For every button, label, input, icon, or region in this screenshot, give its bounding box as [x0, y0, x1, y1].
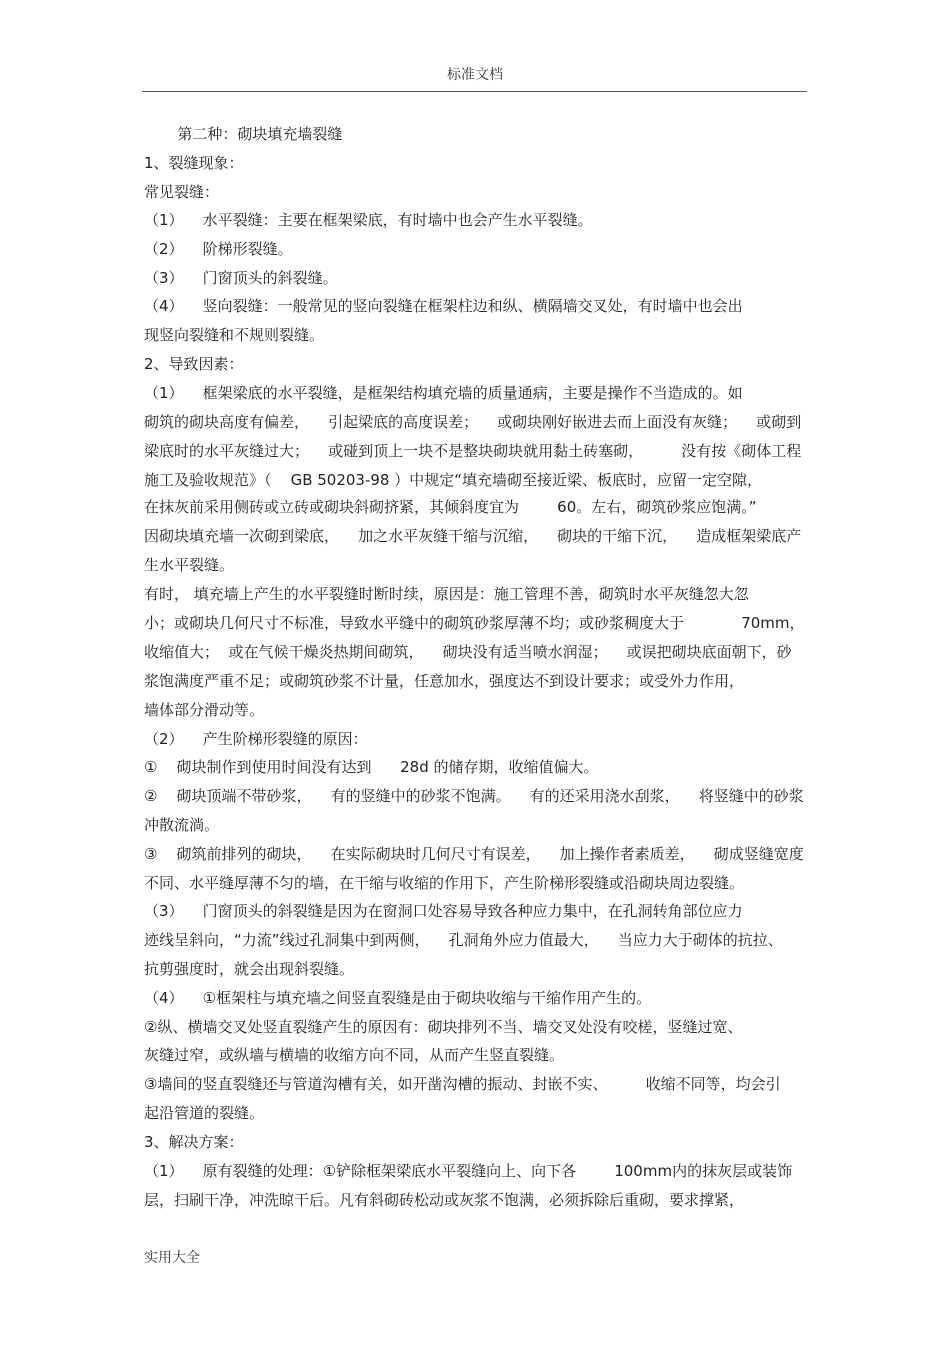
text-line: 收缩值大； 或在气候干燥炎热期间砌筑， 砌块没有适当喷水润湿； 或误把砌块底面朝下，砂	[144, 643, 792, 661]
text-line: 第二种：砌块填充墙裂缝	[144, 125, 343, 143]
text-line: 有时， 填充墙上产生的水平裂缝时断时续，原因是：施工管理不善，砌筑时水平灰缝忽大忽	[144, 585, 749, 603]
text-line: （2） 产生阶梯形裂缝的原因：	[144, 730, 368, 748]
text-line: ③ 砌筑前排列的砌块， 在实际砌块时几何尺寸有误差， 加上操作者素质差， 砌成竖缝宽度	[144, 845, 804, 863]
text-line: （3） 门窗顶头的斜裂缝是因为在窗洞口处容易导致各种应力集中，在孔洞转角部位应力	[144, 902, 743, 920]
text-line: 常见裂缝：	[144, 183, 220, 201]
text-line: 施工及验收规范》（ GB 50203-98 ）中规定“填充墙砌至接近梁、板底时，应留一定空隙，	[144, 471, 763, 489]
text-line: 灰缝过窄，或纵墙与横墙的收缩方向不同，从而产生竖直裂缝。	[144, 1046, 565, 1064]
text-line: （1） 水平裂缝：主要在框架梁底，有时墙中也会产生水平裂缝。	[144, 211, 593, 229]
text-line: 抗剪强度时，就会出现斜裂缝。	[144, 960, 355, 978]
text-line: 迹线呈斜向，“力流”线过孔洞集中到两侧， 孔洞角外应力值最大， 当应力大于砌体的抗拉、	[144, 931, 783, 949]
text-line: 不同、水平缝厚薄不匀的墙，在干缩与收缩的作用下，产生阶梯形裂缝或沿砌块周边裂缝。	[144, 874, 745, 892]
text-line: 生水平裂缝。	[144, 556, 235, 574]
text-line: （4） 竖向裂缝：一般常见的竖向裂缝在框架柱边和纵、横隔墙交叉处，有时墙中也会出	[144, 297, 743, 315]
text-line: 在抹灰前采用侧砖或立砖或砌块斜砌挤紧，其倾斜度宜为 60。左右，砌筑砂浆应饱满。”	[144, 498, 757, 516]
text-line: ②纵、横墙交叉处竖直裂缝产生的原因有：砌块排列不当、墙交叉处没有咬槎，竖缝过宽、	[144, 1018, 743, 1036]
text-line: 2、导致因素：	[144, 355, 244, 373]
page-footer-text: 实用大全	[144, 1250, 200, 1266]
text-line: ② 砌块顶端不带砂浆， 有的竖缝中的砂浆不饱满。 有的还采用浇水刮浆， 将竖缝中的砂浆	[144, 787, 804, 805]
text-line: ① 砌块制作到使用时间没有达到 28d 的储存期，收缩值偏大。	[144, 758, 599, 776]
text-line: 砌筑的砌块高度有偏差， 引起梁底的高度误差； 或砌块刚好嵌进去而上面没有灰缝； 或砌到	[144, 413, 802, 431]
text-line: （1） 原有裂缝的处理：①铲除框架梁底水平裂缝向上、向下各 100mm内的抹灰层或装饰	[144, 1162, 793, 1180]
text-line: 1、裂缝现象：	[144, 154, 244, 172]
text-line: 因砌块填充墙一次砌到梁底， 加之水平灰缝干缩与沉缩， 砌块的干缩下沉， 造成框架梁底产	[144, 527, 802, 545]
text-line: 墙体部分滑动等。	[144, 701, 265, 719]
text-line: 梁底时的水平灰缝过大； 或碰到顶上一块不是整块砌块就用黏土砖塞砌， 没有按《砌体工程	[144, 442, 802, 460]
text-line: 现竖向裂缝和不规则裂缝。	[144, 326, 325, 344]
text-line: 小；或砌块几何尺寸不标准，导致水平缝中的砌筑砂浆厚薄不均；或砂浆稠度大于 70mm，	[144, 614, 805, 632]
text-line: ③墙间的竖直裂缝还与管道沟槽有关，如开凿沟槽的振动、封嵌不实、 收缩不同等，均会引	[144, 1075, 781, 1093]
text-line: 冲散流淌。	[144, 816, 220, 834]
text-line: （3） 门窗顶头的斜裂缝。	[144, 269, 338, 287]
page-header-title: 标准文档	[447, 67, 503, 83]
text-line: 层，扫刷干净，冲洗晾干后。凡有斜砌砖松动或灰浆不饱满，必须拆除后重砌，要求撑紧，	[144, 1191, 745, 1209]
text-line: 3、解决方案：	[144, 1133, 244, 1151]
text-line: （2） 阶梯形裂缝。	[144, 240, 293, 258]
text-line: （4） ①框架柱与填充墙之间竖直裂缝是由于砌块收缩与干缩作用产生的。	[144, 989, 652, 1007]
header-divider	[142, 91, 807, 92]
text-line: 浆饱满度严重不足；或砌筑砂浆不计量，任意加水，强度达不到设计要求；或受外力作用，	[144, 672, 745, 690]
text-line: （1） 框架梁底的水平裂缝，是框架结构填充墙的质量通病，主要是操作不当造成的。如	[144, 384, 743, 402]
text-line: 起沿管道的裂缝。	[144, 1104, 265, 1122]
